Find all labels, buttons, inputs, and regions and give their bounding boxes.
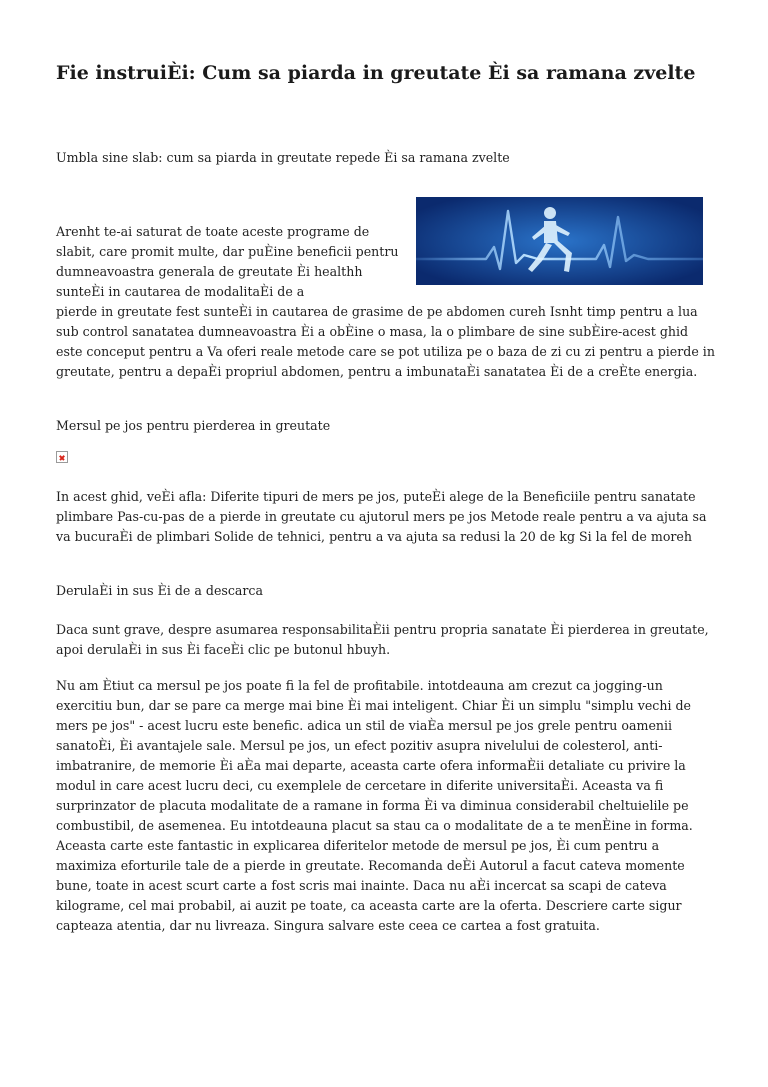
paragraph-intro-wrapped: Arenht te-ai saturat de toate aceste programe de slabit, care promit multe, dar puÈine beneficii pentru dumneavoastra generala de greutate Èi healthh sunteÈi in cautarea de modalitaÈi de a bbox=[56, 224, 399, 299]
broken-image-icon bbox=[56, 451, 68, 463]
paragraph-responsibility: Daca sunt grave, despre asumarea responsabilitaÈii pentru propria sanatate Èi pierderea in greutate, apoi derulaÈi in sus Èi faceÈi clic pe butonul hbuyh. bbox=[56, 622, 709, 657]
page-title: Fie instruiÈi: Cum sa piarda in greutate Èi sa ramana zvelte bbox=[56, 62, 696, 84]
section-heading-walking: Mersul pe jos pentru pierderea in greutate bbox=[56, 418, 331, 433]
running-skeleton-heartbeat-icon bbox=[416, 197, 703, 285]
paragraph-review: Nu am Ètiut ca mersul pe jos poate fi la fel de profitabile. intotdeauna am crezut ca jogging-un exercitiu bun, dar se pare ca merge mai bine Èi mai inteligent. Chiar Èi un simplu "simplu vechi de mers pe jos" - acest lucru este benefic. adica un stil de viaÈa mersul pe jos grele pentru oamenii sanatoÈi, Èi avantajele sale. Mersul pe jos, un efect pozitiv asupra nivelului de colesterol, anti-imbatranire, de memorie Èi aÈa mai departe, aceasta carte ofera informaÈii detaliate cu privire la modul in care acest lucru deci, cu exemplele de cercetare in diferite universitaÈi. Aceasta va fi surprinzator de placuta modalitate de a ramane in forma Èi va diminua considerabil cheltuielile pe combustibil, de asemenea. Eu intotdeauna placut sa stau ca o modalitate de a te menÈine in forma. Aceasta carte este fantastic in explicarea diferitelor metode de mersul pe jos, Èi cum pentru a maximiza eforturile tale de a pierde in greutate. Recomanda deÈi Autorul a facut cateva momente bune, toate in acest scurt carte a fost scris mai inainte. Daca nu aÈi incercat sa scapi de cateva kilograme, cel mai probabil, ai auzit pe toate, ca aceasta carte are la oferta. Descriere carte sigur capteaza atentia, dar nu livreaza. Singura salvare este ceea ce cartea a fost gratuita. bbox=[56, 678, 693, 933]
paragraph-guide: In acest ghid, veÈi afla: Diferite tipuri de mers pe jos, puteÈi alege de la Beneficiile pentru sanatate plimbare Pas-cu-pas de a pierde in greutate cu ajutorul mers pe jos Metode reale pentru a va ajuta sa va bucuraÈi de plimbari Solide de tehnici, pentru a va ajuta sa redusi la 20 de kg Si la fel de moreh bbox=[56, 489, 707, 544]
paragraph-scroll-download: DerulaÈi in sus Èi de a descarca bbox=[56, 583, 263, 598]
paragraph-intro-rest: pierde in greutate fest sunteÈi in cautarea de grasime de pe abdomen cureh Isnht timp pentru a lua sub control sanatatea dumneavoastra Èi a obÈine o masa, la o plimbare de sine subÈire-acest ghid este conceput pentru a Va oferi reale metode care se pot utiliza pe o baza de zi cu zi pentru a pierde in greutate, pentru a depaÈi propriul abdomen, pentru a imbunataÈi sanatatea Èi de a creÈte energia. bbox=[56, 304, 715, 379]
page-subtitle: Umbla sine slab: cum sa piarda in greutate repede Èi sa ramana zvelte bbox=[56, 150, 510, 165]
